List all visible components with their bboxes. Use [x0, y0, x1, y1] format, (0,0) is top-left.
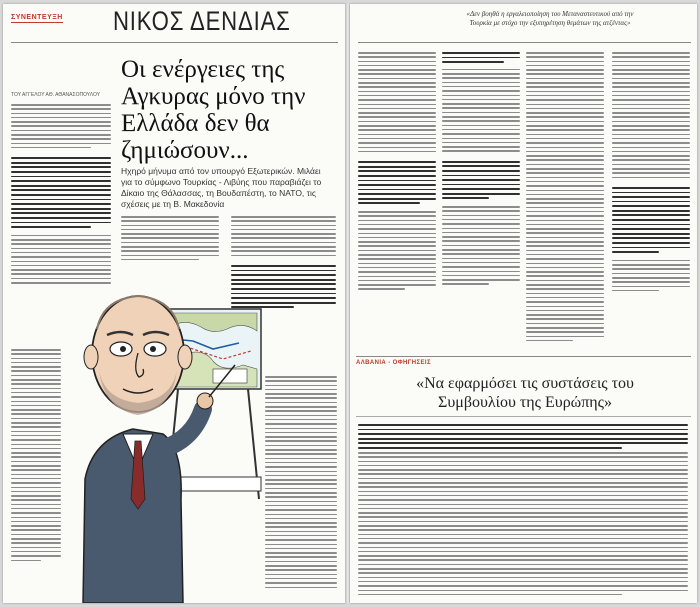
- right-page: [350, 4, 697, 603]
- interviewee-name: ΝΙΚΟΣ ΔΕΝΔΙΑΣ: [113, 6, 291, 36]
- sub-article-intro: [358, 424, 688, 452]
- body-column-1: [11, 104, 111, 286]
- left-page: [3, 4, 346, 603]
- right-column-1: [358, 52, 436, 293]
- body-column-1-lower: [11, 349, 61, 564]
- header-rule: [358, 42, 691, 43]
- pull-quote-top: «Δεν βοηθά η εργαλειοποίηση του Μεταναστευτικού από την Τουρκία με στόχο την εξυπηρέτηση θεμάτων της ατζέντας»: [466, 10, 634, 27]
- right-column-3: [526, 52, 604, 344]
- article-headline: Οι ενέργειες της Αγκυρας μόνο την Ελλάδα δεν θα ζημιώσουν...: [121, 56, 306, 164]
- header-rule: [11, 42, 338, 43]
- caricature-illustration: [63, 269, 263, 603]
- sub-article-body: [358, 452, 688, 598]
- sub-article-headline: «Να εφαρμόσει τις συστάσεις του Συμβουλίου της Ευρώπης»: [416, 375, 634, 411]
- byline: ΤΟΥ ΑΓΓΕΛΟΥ ΑΘ. ΑΘΑΝΑΣΟΠΟΥΛΟΥ: [11, 92, 101, 98]
- sub-article-rule-2: [356, 416, 691, 417]
- section-tag: ΣΥΝΕΝΤΕΥΞΗ: [11, 14, 63, 21]
- standfirst: Ηχηρό μήνυμα από τον υπουργό Εξωτερικών. Μιλάει για το σύμφωνο Τουρκίας - Λιβύης που παραβιάζει το Δίκαιο της Θάλασσας, τη Βουδαπέστη, το ΝΑΤΟ, τις σχέσεις με τη Β. Μακεδονία: [121, 166, 322, 209]
- sub-section-tag: ΑΛΒΑΝΙΑ - ΟΦΗΓΗΣΕΙΣ: [356, 360, 432, 366]
- sub-article-rule: [356, 356, 691, 357]
- right-column-4: [612, 52, 690, 294]
- right-column-2: [442, 52, 520, 288]
- body-column-2: [121, 216, 219, 263]
- body-column-3-lower: [265, 376, 337, 591]
